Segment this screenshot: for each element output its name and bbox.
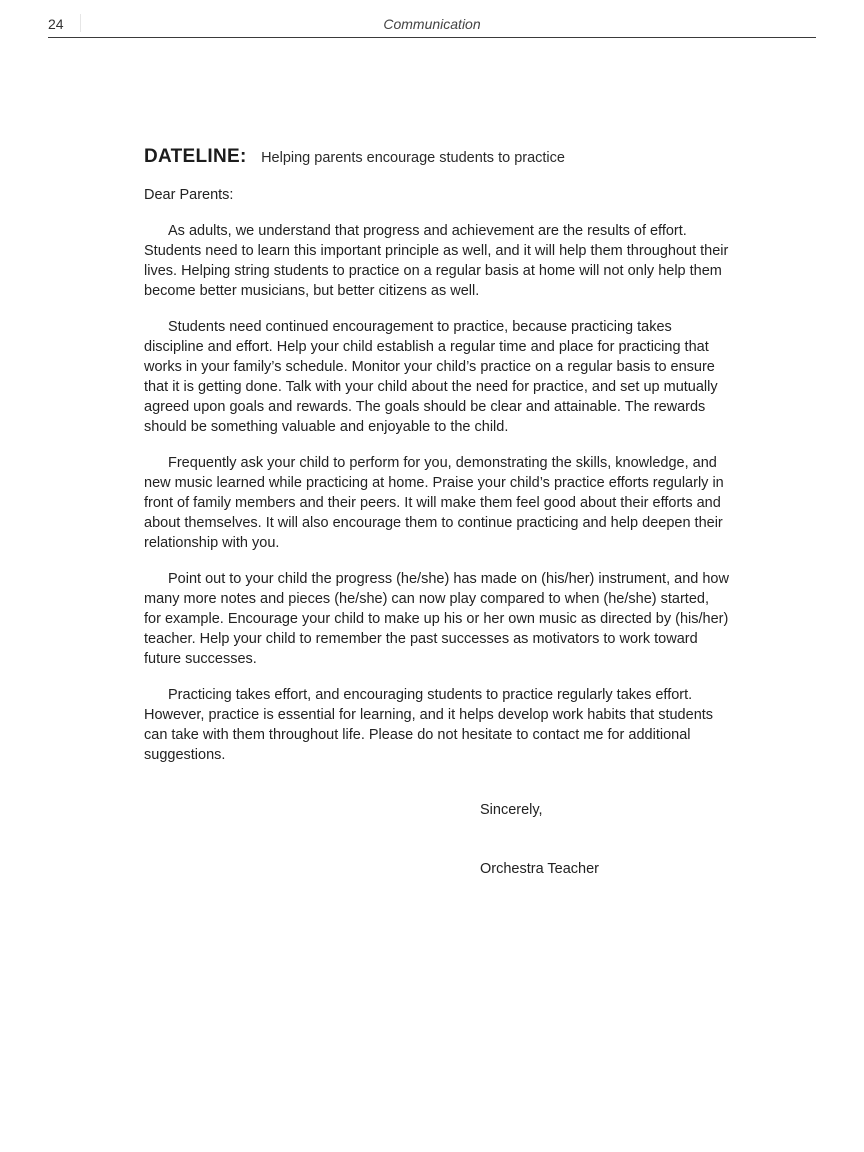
dateline-label: DATELINE:: [144, 146, 247, 167]
running-head: Communication: [383, 16, 481, 32]
body-paragraph-5: Practicing takes effort, and encouraging students to practice regularly takes effort. However, practice is essential for learning, and it helps develop work habits that students can take with them throughout life. Please do not hesitate to contact me for additional suggestions.: [144, 687, 714, 763]
letter-body: [144, 144, 729, 781]
body-paragraph-3: Frequently ask your child to perform for you, demonstrating the skills, knowledge, and new music learned while practicing at home. Praise your child’s practice efforts regularly in front of family members and their peers. It will make them feel good about their efforts and about themselves. It will also encourage them to continue practicing and help deepen their relationship with you.: [144, 455, 724, 551]
page-header: [48, 14, 816, 38]
dateline-subject: Helping parents encourage students to practice: [261, 150, 565, 166]
page-number: 24: [48, 16, 64, 32]
dateline: [144, 144, 729, 171]
signature: Orchestra Teacher: [480, 861, 600, 877]
body-paragraph-4: Point out to your child the progress (he/she) has made on (his/her) instrument, and how many more notes and pieces (he/she) can now play compared to when (he/she) started, for example. Encourage your child to make up his or her own music as directed by (his/her) teacher. Help your child to remember the past successes as motivators to work toward future successes.: [144, 571, 729, 667]
body-paragraph-1: As adults, we understand that progress and achievement are the results of effort. Students need to learn this important principle as well, and it will help them throughout their lives. Helping string students to practice on a regular basis at home will not only help them become better musicians, but better citizens as well.: [144, 223, 729, 299]
salutation: Dear Parents:: [144, 187, 234, 203]
closing: Sincerely,: [480, 802, 543, 818]
body-paragraph-2: Students need continued encouragement to practice, because practicing takes discipline and effort. Help your child establish a regular time and place for practicing that works in your family’s schedule. Monitor your child’s practice on a regular basis to ensure that it is getting done. Talk with your child about the need for practice, and set up mutually agreed upon goals and rewards. The goals should be clear and attainable. The rewards should be something valuable and enjoyable to the child.: [144, 319, 718, 435]
